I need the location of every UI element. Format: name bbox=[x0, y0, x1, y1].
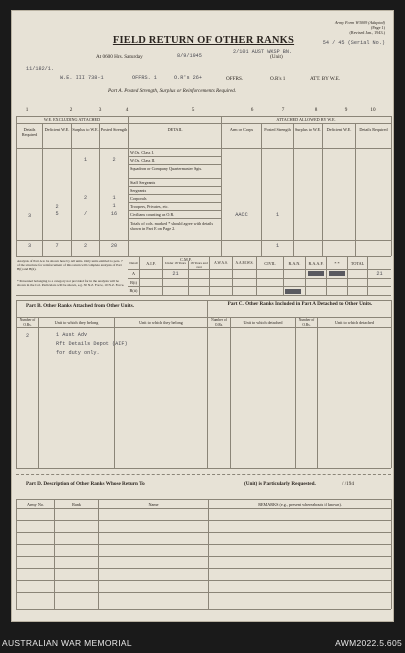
pte-arm-corps: AACC bbox=[235, 212, 248, 218]
rank-row-detail: Sergeants bbox=[130, 188, 147, 193]
unit-label: (Unit) bbox=[270, 54, 283, 60]
sgt-surplus: 2 bbox=[83, 195, 88, 201]
rank-row-detail: Staff Sergeants bbox=[130, 180, 156, 185]
rank-row-detail: W.Os. Class II. bbox=[130, 158, 156, 163]
analysis-row-label: B(ii) bbox=[129, 288, 138, 293]
part-c-col4: Unit to which detached bbox=[335, 320, 374, 325]
att-by-we: ATT. BY W.E. bbox=[310, 76, 341, 82]
analysis-cmf-sub2: 18 Years and over bbox=[190, 261, 208, 269]
subheader-c6: Arm or Corps bbox=[229, 127, 254, 132]
analysis-raaf: R.A.A.F. bbox=[308, 261, 324, 266]
total-deficient: 7 bbox=[55, 243, 59, 249]
part-d-col3: Name bbox=[148, 502, 159, 507]
rank-row-detail: Squadron or Company Quartermaster Sgts. bbox=[130, 166, 203, 171]
subheader-c10: Details Required bbox=[359, 127, 388, 132]
analysis-civil: CIVIL bbox=[264, 261, 276, 266]
serial-number: 54 / 45 (Serial No.) bbox=[322, 40, 385, 46]
part-b-line: for duty only. bbox=[56, 350, 100, 356]
analysis-total-header: TOTAL bbox=[350, 261, 365, 266]
subheader-c1: Details Required bbox=[21, 127, 38, 137]
analysis-row-label: A bbox=[131, 271, 136, 276]
part-c-col2: Unit to which detached bbox=[243, 320, 283, 325]
form-revised: (Revised Jan., 1943.) bbox=[349, 30, 385, 35]
sgt-posted: 1 bbox=[112, 195, 116, 201]
subheader-c2: Deficient W.E. bbox=[44, 127, 70, 132]
analysis-aif: A.I.F. bbox=[146, 261, 156, 266]
colnum-6: 6 bbox=[250, 107, 254, 113]
form-page: (Page 1) bbox=[370, 25, 385, 30]
at-line: At 0600 Hrs. Saturday bbox=[96, 54, 143, 60]
form-id-block bbox=[275, 20, 385, 35]
rank-row-detail: Civilians counting as O.R. bbox=[130, 212, 175, 217]
subheader-c7: Posted Strength bbox=[264, 127, 291, 132]
analysis-ran: R.A.N. bbox=[288, 261, 301, 266]
cpl-posted: 1 bbox=[112, 203, 116, 209]
analysis-a-total: 21 bbox=[376, 271, 383, 277]
group-header-left: W.E. EXCLUDING ATTACHED bbox=[43, 117, 101, 122]
colnum-10: 10 bbox=[370, 107, 376, 113]
analysis-note: Analysis of Part A to be shown here by All units. Only units entitled to pers. 7 of the structure for reinforcement of this return will complete analysis of Part B(i) and B(ii). bbox=[17, 259, 123, 271]
date-typed: 8/9/1945 bbox=[177, 53, 202, 59]
pte-required: 3 bbox=[27, 213, 32, 219]
part-d-date: / /194 bbox=[342, 481, 354, 487]
page-title: FIELD RETURN OF OTHER RANKS bbox=[112, 35, 295, 46]
subheader-c3: Surplus to W.E. bbox=[72, 127, 99, 132]
group-header-right: ATTACHED ALLOWED BY W.E. bbox=[276, 117, 336, 122]
redaction-mark bbox=[285, 289, 301, 294]
part-c-col1: Number of O.Rs. bbox=[211, 318, 227, 327]
wo2-surplus: 1 bbox=[83, 157, 88, 163]
pte-posted: 16 bbox=[110, 211, 118, 217]
part-b-line: 1 Aust Adv bbox=[56, 332, 88, 338]
ors-label: O.R's 1 bbox=[270, 76, 286, 82]
redaction-mark bbox=[329, 271, 345, 276]
we-typed: W.E. III 738-1 bbox=[60, 75, 104, 81]
total-posted: 20 bbox=[110, 243, 118, 249]
analysis-row-label: B(i) bbox=[130, 280, 137, 285]
total-surplus: 2 bbox=[83, 243, 88, 249]
subheader-c8: Surplus to W.E. bbox=[294, 127, 322, 132]
subheader-c5: DETAIL bbox=[167, 127, 183, 132]
unit-typed: 2/101 AUST WKSP BN. bbox=[233, 49, 293, 55]
analysis-a-aif: 21 bbox=[172, 271, 179, 277]
reference-typed: 11/182/1. bbox=[26, 66, 55, 72]
colnum-5: 5 bbox=[191, 107, 195, 113]
rank-row-detail: Troopers, Privates, etc. bbox=[130, 204, 169, 209]
part-d-col2: Rank bbox=[72, 502, 81, 507]
colnum-8: 8 bbox=[314, 107, 318, 113]
part-b-col2: Unit to which they belong bbox=[54, 320, 99, 325]
subheader-c4: Posted Strength bbox=[100, 127, 128, 132]
analysis-star: * * bbox=[334, 261, 340, 266]
part-b-title: Part B. Other Ranks Attached from Other Units. bbox=[26, 303, 134, 309]
total-required: 3 bbox=[27, 243, 32, 249]
offrs-typed: OFFRS. 1 bbox=[132, 75, 157, 81]
part-a-title: Part A. Posted Strength, Surplus or Reinforcements Required. bbox=[108, 88, 237, 94]
part-c-col3: Number of O.Rs. bbox=[298, 318, 315, 327]
form-id: Army Form W3009 (Adapted) bbox=[334, 20, 385, 25]
cpl-deficient: 2 bbox=[55, 204, 59, 210]
analysis-cmf: C.M.F. bbox=[180, 257, 192, 262]
subheader-c9: Deficient W.E. bbox=[326, 127, 352, 132]
pte-surplus: / bbox=[83, 211, 88, 217]
footer-accession: AWM2022.5.605 bbox=[335, 638, 402, 648]
offrs-label: OFFRS. bbox=[226, 76, 244, 82]
part-d-title-mid: (Unit) is Particularly Requested. bbox=[244, 481, 316, 487]
ors-typed: O.R's 26+ bbox=[174, 75, 203, 81]
analysis-note-2: * Personnel belonging to a category not provided for in the analysis will be shown in the Col. Particulars will be shown, e.g. 30 N.Z. Force, 10 N.Z. Force. bbox=[17, 279, 125, 287]
colnum-3: 3 bbox=[98, 107, 102, 113]
redaction-mark bbox=[308, 271, 324, 276]
colnum-2: 2 bbox=[69, 107, 73, 113]
pte-deficient: 5 bbox=[55, 211, 59, 217]
part-b-col3: Unit to which they belong bbox=[139, 320, 183, 325]
colnum-7: 7 bbox=[281, 107, 285, 113]
part-d-col4: REMARKS (e.g., present whereabouts if known). bbox=[258, 502, 342, 507]
pte-att-posted: 1 bbox=[275, 212, 280, 218]
colnum-4: 4 bbox=[125, 107, 129, 113]
part-d-title: Part D. Description of Other Ranks Whose Return To bbox=[26, 481, 145, 487]
part-b-col1: Number of O.Rs. bbox=[19, 318, 36, 327]
footer-institution: AUSTRALIAN WAR MEMORIAL bbox=[2, 638, 132, 648]
part-d-col1: Army No. bbox=[27, 502, 44, 507]
part-b-line: Rft Details Depot (AIF) bbox=[56, 341, 128, 347]
rank-row-detail: W.Os. Class I. bbox=[130, 150, 154, 155]
wo2-posted: 2 bbox=[112, 157, 116, 163]
analysis-awas: A.W.A.S. bbox=[214, 261, 228, 265]
part-c-title: Part C. Other Ranks Included in Part A Detached to Other Units. bbox=[227, 301, 373, 307]
total-att-posted: 1 bbox=[275, 243, 280, 249]
totals-detail: Totals of cols. marked * should agree with details shown in Part E on Page 2. bbox=[130, 221, 214, 231]
colnum-9: 9 bbox=[344, 107, 348, 113]
part-b-number: 2 bbox=[25, 333, 30, 339]
analysis-aamws: A.A.M.W.S. bbox=[235, 261, 254, 265]
colnum-1: 1 bbox=[25, 107, 29, 113]
form-sheet bbox=[11, 10, 394, 622]
analysis-cmf-sub1: Under 18 Years bbox=[165, 261, 186, 265]
analysis-detail-label: Detail bbox=[129, 261, 138, 265]
rank-row-detail: Corporals bbox=[130, 196, 147, 201]
